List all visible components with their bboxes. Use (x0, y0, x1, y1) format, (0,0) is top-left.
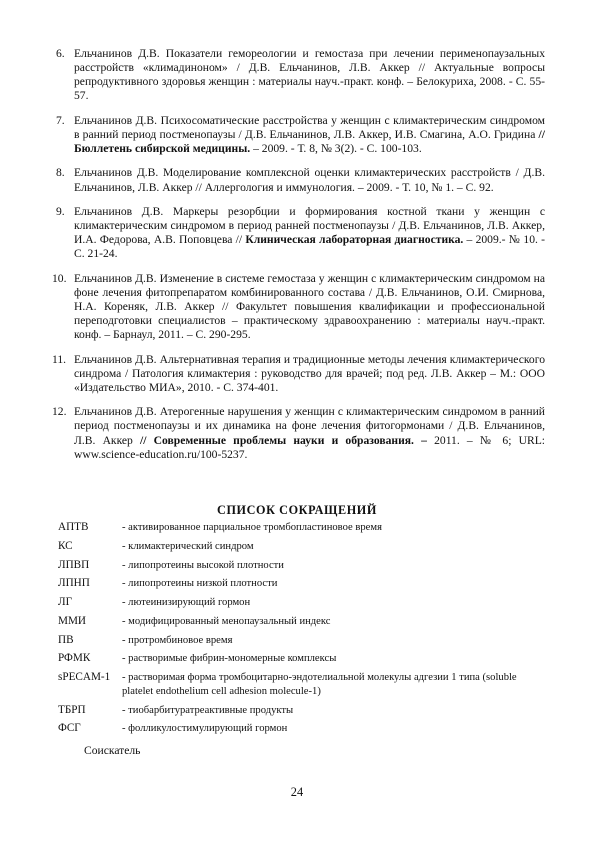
abbreviation-term: ФСГ (58, 722, 81, 735)
reference-text: – 2009.- № 10. - С. 21-24. (74, 233, 545, 261)
abbreviation-definition: - лютеинизирующий гормон (122, 597, 251, 609)
abbreviation-term: ТБРП (58, 703, 86, 716)
reference-text: 2011. – № 6; URL: www.science-education.ru/100-5237. (74, 433, 545, 461)
abbreviation-row (58, 615, 548, 629)
reference-text: Ельчанинов Д.В. Моделирование комплексной оценки климактерических расстройств / Д.В. Ельчанинов, Л.В. Аккер // Аллергология и иммунология. – 2009. - Т. 10, № 1. – С. 92. (74, 166, 545, 194)
reference-source-bold: // Современные проблемы науки и образования. – (140, 433, 427, 447)
abbreviation-definition: - растворимая форма тромбоцитарно-эндотелиальной молекулы адгезии 1 типа (soluble platelet endothelium cell adhesion molecule-1) (122, 672, 517, 697)
reference-text: Ельчанинов Д.В. Маркеры резорбции и формирования костной ткани у женщин с климактерическим синдромом в период ранней постменопаузы / Д.В. Ельчанинов, Л.В. Аккер, И.А. Федорова, А.В. Поповцева // (74, 205, 545, 247)
abbreviation-term: ЛПВП (58, 558, 90, 571)
reference-item (56, 166, 545, 194)
reference-number: 10. (52, 271, 67, 285)
abbreviation-definition: - фолликулостимулирующий гормон (122, 723, 288, 735)
abbreviation-definition: - активированное парциальное тромбопластиновое время (122, 522, 382, 533)
reference-number: 9. (56, 205, 65, 219)
abbreviation-definition: - модифицированный менопаузальный индекс (122, 615, 331, 627)
reference-text: Ельчанинов Д.В. Изменение в системе гемостаза у женщин с климактерическим синдромом на фоне лечения фитопрепаратом комбинированного состава / Д.В. Ельчанинов, О.И. Смирнова, Н.А. Кореняк, Л.В. Аккер // Факультет повышения квалификации и профессиональной переподготовки специалистов – практическому здравоохранению : материалы науч.-практ. конф. – Барнаул, 2011. – С. 290-295. (74, 271, 545, 342)
abbreviation-row (58, 671, 548, 698)
abbreviation-row (58, 521, 548, 535)
abbreviation-definition: - тиобарбитуратреактивные продукты (122, 704, 294, 716)
abbreviation-term: РФМК (58, 652, 91, 665)
signer-label: Соискатель (84, 744, 141, 757)
abbreviation-term: ПВ (58, 633, 74, 646)
reference-text: Ельчанинов Д.В. Психосоматические расстройства у женщин с климактерическим синдромом в ранний период постменопаузы / Д.В. Ельчанинов, Л.В. Аккер, И.В. Смагина, А.О. Гридина (74, 113, 545, 141)
reference-list (52, 47, 545, 472)
abbreviation-term: ММИ (58, 614, 86, 627)
reference-number: 8. (56, 166, 65, 180)
reference-item (52, 405, 545, 461)
abbreviation-row (58, 596, 548, 610)
abbreviations-list (58, 521, 548, 741)
abbreviations-title: СПИСОК СОКРАЩЕНИЙ (217, 503, 377, 517)
reference-item (56, 114, 545, 156)
abbreviation-definition: - протромбиновое время (122, 634, 233, 646)
reference-source-bold: Клиническая лабораторная диагностика. (245, 233, 464, 247)
abbreviation-definition: - липопротеины высокой плотности (122, 559, 284, 571)
page-number: 24 (290, 785, 304, 799)
abbreviation-term: ЛГ (58, 596, 73, 609)
abbreviation-definition: - липопротеины низкой плотности (122, 578, 278, 590)
reference-item (52, 352, 545, 395)
abbreviation-term: КС (58, 539, 73, 552)
reference-text: Ельчанинов Д.В. Альтернативная терапия и традиционные методы лечения климактерического синдрома / Патология климактерия : руководство для врачей; под ред. Л.В. Аккер – М.: ООО «Издательство МИА», 2010. - С. 374-401. (74, 352, 545, 394)
abbreviation-term: АПТВ (58, 521, 89, 533)
abbreviation-term: sPECAM-1 (58, 671, 111, 684)
abbreviation-definition: - растворимые фибрин-мономерные комплексы (122, 653, 337, 665)
reference-number: 11. (52, 352, 67, 366)
abbreviation-definition: - климактерический синдром (122, 540, 254, 552)
abbreviation-row (58, 540, 548, 554)
abbreviation-row (58, 634, 548, 648)
reference-number: 12. (52, 405, 67, 419)
reference-item (56, 205, 545, 261)
abbreviation-row (58, 559, 548, 573)
reference-text: Ельчанинов Д.В. Показатели гемореологии и гемостаза при лечении перименопаузальных расстройств «климадиноном» / Д.В. Ельчанинов, Л.В. Аккер // Актуальные вопросы репродуктивного здоровья женщин : материалы науч.-практ. конф. – Белокуриха, 2008. - С. 55-57. (74, 47, 545, 103)
reference-number: 7. (56, 113, 65, 127)
abbreviation-row (58, 704, 548, 718)
reference-item (56, 47, 545, 103)
reference-text: Ельчанинов Д.В. Атерогенные нарушения у женщин с климактерическим синдромом в ранний период постменопаузы и их динамика на фоне лечения фитогормонами / Д.В. Ельчанинов, Л.В. Аккер (74, 405, 545, 447)
reference-number: 6. (56, 47, 65, 60)
abbreviation-row (58, 652, 548, 666)
abbreviation-row (58, 722, 548, 736)
abbreviation-row (58, 577, 548, 591)
reference-text: – 2009. - Т. 8, № 3(2). - С. 100-103. (250, 141, 422, 155)
reference-source-bold: // Бюллетень сибирской медицины. (74, 127, 545, 155)
reference-item (52, 271, 545, 342)
abbreviation-term: ЛПНП (58, 577, 90, 590)
